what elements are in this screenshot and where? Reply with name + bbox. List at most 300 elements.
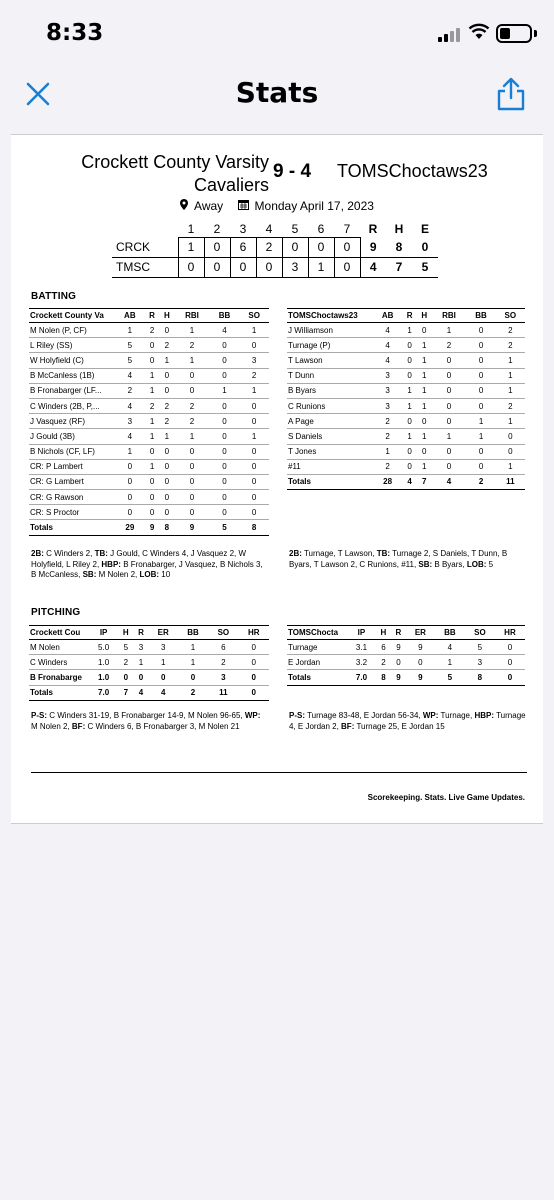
pitching-section-label: PITCHING <box>31 607 81 618</box>
totals-label: Totals <box>29 685 89 700</box>
table-row <box>29 655 269 670</box>
player-name: #11 <box>287 459 373 474</box>
stat-cell: 2 <box>373 429 402 444</box>
stat-cell: 0 <box>402 414 417 429</box>
stat-cell: 0 <box>417 414 432 429</box>
column-header: HR <box>495 626 525 640</box>
column-header: AB <box>373 309 402 323</box>
stat-cell: 5 <box>118 640 133 655</box>
total-cell: 5 <box>435 670 465 685</box>
line-score-corner <box>112 221 178 237</box>
stat-cell: 0 <box>466 353 495 368</box>
stat-cell: 0 <box>159 444 174 459</box>
stat-cell: 0 <box>239 670 269 685</box>
stat-cell: 0 <box>239 490 269 505</box>
calendar-icon <box>238 199 249 213</box>
stat-cell: 5.0 <box>89 640 118 655</box>
note-value: C Winders 6, B Fronabarger 3, M Nolen 21 <box>85 721 240 731</box>
inning-runs: 0 <box>230 257 256 277</box>
note-value: Turnage 83-48, E Jordan 56-34, <box>305 711 423 720</box>
battery-icon <box>496 24 532 43</box>
table-row <box>29 353 269 368</box>
column-header: HR <box>239 626 269 640</box>
stat-cell: 3 <box>149 640 178 655</box>
stat-cell: 0 <box>432 398 467 413</box>
rhe-header: R <box>368 222 378 236</box>
total-cell: 8 <box>239 520 269 535</box>
stat-cell: 0 <box>145 490 160 505</box>
table-row <box>29 640 269 655</box>
stat-cell: 0 <box>174 459 209 474</box>
stat-cell: 2 <box>432 338 467 353</box>
rhe-header: E <box>420 222 429 236</box>
stat-cell: 0 <box>159 505 174 520</box>
stat-cell: 1 <box>496 414 525 429</box>
game-meta <box>11 199 543 213</box>
stat-cell: 1 <box>178 655 208 670</box>
column-header: SO <box>496 309 525 323</box>
column-header: SO <box>239 309 269 323</box>
column-header: R <box>391 626 406 640</box>
away-team-name: TOMSChoctaws23 <box>337 161 488 181</box>
note-key: TB: <box>376 549 391 558</box>
inning-header: 5 <box>291 221 299 236</box>
total-cell: 8 <box>376 670 391 685</box>
inning-header: 4 <box>265 221 273 236</box>
player-name: C Winders (2B, P,... <box>29 398 115 413</box>
stat-cell: 4 <box>435 640 465 655</box>
stat-cell: 0 <box>239 444 269 459</box>
stat-cell: 1 <box>435 655 465 670</box>
note-key: P-S: <box>31 711 47 720</box>
table-row <box>29 505 269 520</box>
table-row <box>287 353 525 368</box>
total-cell: 4 <box>402 474 417 489</box>
home-team-line1: Crockett County Varsity <box>81 152 269 172</box>
column-header: H <box>118 626 133 640</box>
stat-cell: 2 <box>174 414 209 429</box>
table-row <box>287 640 525 655</box>
stat-cell: 0 <box>406 655 435 670</box>
note-key: LOB: <box>139 570 160 579</box>
table-header-row <box>287 309 525 323</box>
note-value: M Nolen 2, <box>96 570 140 579</box>
stat-cell: 0 <box>391 655 406 670</box>
stat-cell: 0 <box>239 640 269 655</box>
stat-cell: 1 <box>466 414 495 429</box>
rhe-value: 0 <box>412 237 438 257</box>
total-cell: 28 <box>373 474 402 489</box>
column-header: ER <box>149 626 178 640</box>
column-header: H <box>417 309 432 323</box>
stat-cell: 3.2 <box>347 655 376 670</box>
rhe-header: H <box>394 222 404 236</box>
rhe-value: 5 <box>412 257 438 277</box>
player-name: M Nolen (P, CF) <box>29 323 115 338</box>
column-header: R <box>145 309 160 323</box>
stat-cell: 4 <box>115 368 145 383</box>
stat-cell: 0 <box>210 459 240 474</box>
stat-cell: 2 <box>496 323 525 338</box>
stat-cell: 1 <box>417 368 432 383</box>
player-name: CR: G Rawson <box>29 490 115 505</box>
stat-cell: 3 <box>373 398 402 413</box>
player-name: M Nolen <box>29 640 89 655</box>
stat-cell: 1 <box>159 353 174 368</box>
stat-cell: 1 <box>210 383 240 398</box>
stat-cell: 2 <box>159 414 174 429</box>
totals-label: Totals <box>29 520 115 535</box>
column-header: SO <box>465 626 495 640</box>
table-row <box>29 323 269 338</box>
footer-tagline: Scorekeeping. Stats. Live Game Updates. <box>367 793 525 802</box>
note-key: WP: <box>244 711 261 720</box>
note-value: Turnage, <box>438 711 475 720</box>
table-row <box>287 368 525 383</box>
stat-cell: 0 <box>178 670 208 685</box>
stat-cell: 0 <box>417 444 432 459</box>
stat-cell: 0 <box>496 444 525 459</box>
player-name: L Riley (SS) <box>29 338 115 353</box>
stat-cell: 1 <box>145 368 160 383</box>
stat-cell: 0 <box>115 459 145 474</box>
totals-row <box>287 474 525 489</box>
stat-cell: 1 <box>402 398 417 413</box>
stat-cell: 0 <box>115 505 145 520</box>
stat-cell: 2 <box>159 398 174 413</box>
column-header: IP <box>347 626 376 640</box>
away-pitching-notes <box>289 711 527 732</box>
total-cell: 9 <box>406 670 435 685</box>
inning-runs: 3 <box>282 257 308 277</box>
note-key: SB: <box>82 570 97 579</box>
column-header: H <box>376 626 391 640</box>
stat-cell: 0 <box>432 459 467 474</box>
table-row <box>29 490 269 505</box>
stat-cell: 0 <box>402 368 417 383</box>
column-header: BB <box>435 626 465 640</box>
stat-cell: 1 <box>239 323 269 338</box>
stat-cell: 2 <box>496 398 525 413</box>
stat-cell: 1 <box>174 429 209 444</box>
stat-cell: 2 <box>159 338 174 353</box>
stat-cell: 1 <box>145 429 160 444</box>
stat-cell: 1 <box>417 398 432 413</box>
column-header: BB <box>178 626 208 640</box>
stat-cell: 3 <box>373 368 402 383</box>
stat-cell: 0 <box>133 670 148 685</box>
stat-cell: 2 <box>208 655 238 670</box>
home-batting-notes <box>31 549 269 581</box>
player-name: J Gould (3B) <box>29 429 115 444</box>
note-value: 10 <box>159 570 171 579</box>
stat-cell: 0 <box>210 505 240 520</box>
total-cell: 7.0 <box>347 670 376 685</box>
total-cell: 0 <box>495 670 525 685</box>
status-time: 8:33 <box>46 20 104 46</box>
table-row <box>287 655 525 670</box>
stat-cell: 2 <box>496 338 525 353</box>
totals-row <box>29 685 269 700</box>
total-cell: 7 <box>417 474 432 489</box>
stat-cell: 0 <box>210 398 240 413</box>
stat-cell: 2 <box>174 338 209 353</box>
stat-cell: 0 <box>496 429 525 444</box>
stat-cell: 2 <box>145 398 160 413</box>
stat-cell: 0 <box>239 474 269 489</box>
stat-cell: 0 <box>239 338 269 353</box>
column-header: H <box>159 309 174 323</box>
stat-cell: 0 <box>118 670 133 685</box>
player-name: B Nichols (CF, LF) <box>29 444 115 459</box>
table-row <box>287 444 525 459</box>
player-name: B Fronabarge <box>29 670 89 685</box>
note-value: Turnage 2, S Daniels, T Dunn, B Byars, T Lawson 2, C Runions, #11, <box>289 549 508 569</box>
note-key: LOB: <box>466 559 487 569</box>
stat-cell: 2 <box>373 459 402 474</box>
column-header: Crockett County Va <box>29 309 115 323</box>
away-batting-notes <box>289 549 527 570</box>
stat-cell: 1 <box>496 368 525 383</box>
player-name: T Jones <box>287 444 373 459</box>
stat-cell: 0 <box>466 383 495 398</box>
stat-cell: 0 <box>159 323 174 338</box>
stat-cell: 0 <box>145 444 160 459</box>
stat-cell: 0 <box>466 368 495 383</box>
stat-cell: 2 <box>239 368 269 383</box>
player-name: J Vasquez (RF) <box>29 414 115 429</box>
stat-cell: 0 <box>402 459 417 474</box>
stat-cell: 0 <box>174 444 209 459</box>
note-value: Turnage 25, E Jordan 15 <box>354 721 445 731</box>
stat-cell: 0 <box>174 368 209 383</box>
stat-cell: 0 <box>174 490 209 505</box>
total-cell: 4 <box>133 685 148 700</box>
total-cell: 2 <box>466 474 495 489</box>
stat-cell: 1 <box>115 323 145 338</box>
totals-row <box>287 670 525 685</box>
stat-cell: 0 <box>159 383 174 398</box>
note-key: TB: <box>94 549 108 558</box>
column-header: ER <box>406 626 435 640</box>
stat-cell: 1 <box>402 429 417 444</box>
stat-cell: 1 <box>417 459 432 474</box>
stat-cell: 1 <box>149 655 178 670</box>
stat-cell: 2 <box>118 655 133 670</box>
player-name: B McCanless (1B) <box>29 368 115 383</box>
column-header: RBI <box>432 309 467 323</box>
inning-runs: 0 <box>334 237 360 257</box>
stat-cell: 0 <box>210 490 240 505</box>
stat-cell: 0 <box>417 323 432 338</box>
note-key: 2B: <box>31 549 44 558</box>
stat-cell: 0 <box>174 505 209 520</box>
table-row <box>29 383 269 398</box>
stat-cell: 0 <box>432 353 467 368</box>
away-pitching-table <box>287 625 525 686</box>
stat-cell: 1 <box>432 323 467 338</box>
column-header: RBI <box>174 309 209 323</box>
signal-icon <box>438 26 462 42</box>
stat-cell: 1 <box>402 383 417 398</box>
stat-cell: 0 <box>466 398 495 413</box>
line-score-team: CRCK <box>112 237 178 257</box>
total-cell: 4 <box>149 685 178 700</box>
stat-cell: 0 <box>115 490 145 505</box>
stat-cell: 0 <box>174 383 209 398</box>
inning-runs: 1 <box>178 237 204 257</box>
player-name: B Byars <box>287 383 373 398</box>
total-cell: 7 <box>118 685 133 700</box>
stat-cell: 0 <box>145 474 160 489</box>
inning-runs: 0 <box>178 257 204 277</box>
line-score-row <box>112 237 438 257</box>
game-date: Monday April 17, 2023 <box>254 199 374 213</box>
table-row <box>287 414 525 429</box>
stat-cell: 5 <box>115 353 145 368</box>
stat-cell: 1 <box>417 429 432 444</box>
player-name: B Fronabarger (LF... <box>29 383 115 398</box>
table-row <box>287 459 525 474</box>
totals-row <box>29 520 269 535</box>
stat-cell: 0 <box>239 459 269 474</box>
stat-cell: 1 <box>239 383 269 398</box>
stat-cell: 3 <box>373 383 402 398</box>
stat-cell: 4 <box>115 429 145 444</box>
totals-label: Totals <box>287 474 373 489</box>
stat-cell: 4 <box>373 323 402 338</box>
column-header: SO <box>208 626 238 640</box>
line-score-row <box>112 257 438 277</box>
stat-cell: 1 <box>373 444 402 459</box>
line-score-header <box>112 221 438 237</box>
table-row <box>29 368 269 383</box>
stat-cell: 0 <box>159 474 174 489</box>
table-row <box>287 429 525 444</box>
note-value: M Nolen 2, <box>31 721 72 731</box>
stat-cell: 0 <box>145 505 160 520</box>
stat-cell: 1 <box>174 323 209 338</box>
table-row <box>29 474 269 489</box>
stat-cell: 1.0 <box>89 670 118 685</box>
stat-cell: 2 <box>174 398 209 413</box>
inning-runs: 1 <box>308 257 334 277</box>
share-icon[interactable] <box>494 76 528 112</box>
stat-cell: 1 <box>159 429 174 444</box>
column-header: BB <box>210 309 240 323</box>
stat-cell: 1 <box>178 640 208 655</box>
away-batting-table <box>287 308 525 490</box>
stat-cell: 0 <box>149 670 178 685</box>
stat-cell: 0 <box>210 429 240 444</box>
column-header: TOMSChocta <box>287 626 347 640</box>
inning-header: 6 <box>317 221 325 236</box>
stat-cell: 0 <box>466 323 495 338</box>
note-value: B Byars, <box>432 559 467 569</box>
player-name: C Winders <box>29 655 89 670</box>
note-value: Turnage 4, E Jordan 2, <box>289 711 526 731</box>
status-bar <box>0 0 554 66</box>
stat-cell: 0 <box>210 368 240 383</box>
stat-cell: 1 <box>496 459 525 474</box>
player-name: T Dunn <box>287 368 373 383</box>
total-cell: 5 <box>210 520 240 535</box>
stat-cell: 1 <box>417 383 432 398</box>
stat-cell: 2 <box>373 414 402 429</box>
total-cell: 2 <box>178 685 208 700</box>
player-name: Turnage (P) <box>287 338 373 353</box>
stat-cell: 3 <box>115 414 145 429</box>
total-cell: 8 <box>465 670 495 685</box>
inning-runs: 0 <box>308 237 334 257</box>
stat-cell: 6 <box>376 640 391 655</box>
stat-cell: 0 <box>210 474 240 489</box>
column-header: R <box>402 309 417 323</box>
player-name: S Daniels <box>287 429 373 444</box>
table-row <box>29 444 269 459</box>
total-cell: 11 <box>208 685 238 700</box>
table-row <box>29 429 269 444</box>
inning-runs: 0 <box>204 257 230 277</box>
stat-cell: 1 <box>145 383 160 398</box>
note-value: B Fronabarger, J Vasquez, B Nichols 3, B McCanless, <box>31 559 263 579</box>
total-cell: 9 <box>145 520 160 535</box>
stat-cell: 0 <box>432 368 467 383</box>
player-name: J Williamson <box>287 323 373 338</box>
stat-cell: 3 <box>133 640 148 655</box>
wifi-icon <box>468 22 490 40</box>
home-batting-table <box>29 308 269 536</box>
totals-label: Totals <box>287 670 347 685</box>
note-value: J Gould, C Winders 4, J Vasquez 2, W Holyfield, L Riley 2, <box>31 549 247 569</box>
stat-cell: 6 <box>208 640 238 655</box>
stat-cell: 0 <box>239 414 269 429</box>
home-team-line2: Cavaliers <box>193 175 269 195</box>
table-row <box>287 323 525 338</box>
stat-cell: 0 <box>239 398 269 413</box>
inning-runs: 6 <box>230 237 256 257</box>
stat-cell: 1 <box>115 444 145 459</box>
note-key: HBP: <box>101 559 121 569</box>
stat-cell: 0 <box>210 444 240 459</box>
table-header-row <box>29 309 269 323</box>
stat-cell: 3 <box>465 655 495 670</box>
game-location: Away <box>194 199 224 213</box>
player-name: C Runions <box>287 398 373 413</box>
total-cell: 8 <box>159 520 174 535</box>
table-row <box>287 383 525 398</box>
stats-sheet <box>11 134 543 824</box>
note-value: 5 <box>486 559 494 569</box>
inning-header: 2 <box>213 221 221 236</box>
stat-cell: 2 <box>145 323 160 338</box>
stat-cell: 0 <box>159 368 174 383</box>
stat-cell: 1 <box>417 338 432 353</box>
line-score <box>112 221 438 278</box>
home-team-name <box>41 151 269 197</box>
line-score-team: TMSC <box>112 257 178 277</box>
stat-cell: 3 <box>208 670 238 685</box>
column-header: TOMSChoctaws23 <box>287 309 373 323</box>
column-header: AB <box>115 309 145 323</box>
stat-cell: 1 <box>496 383 525 398</box>
stat-cell: 0 <box>402 338 417 353</box>
table-header-row <box>287 626 525 640</box>
inning-header: 3 <box>239 221 247 236</box>
stat-cell: 9 <box>406 640 435 655</box>
stat-cell: 1 <box>145 414 160 429</box>
stat-cell: 4 <box>373 353 402 368</box>
